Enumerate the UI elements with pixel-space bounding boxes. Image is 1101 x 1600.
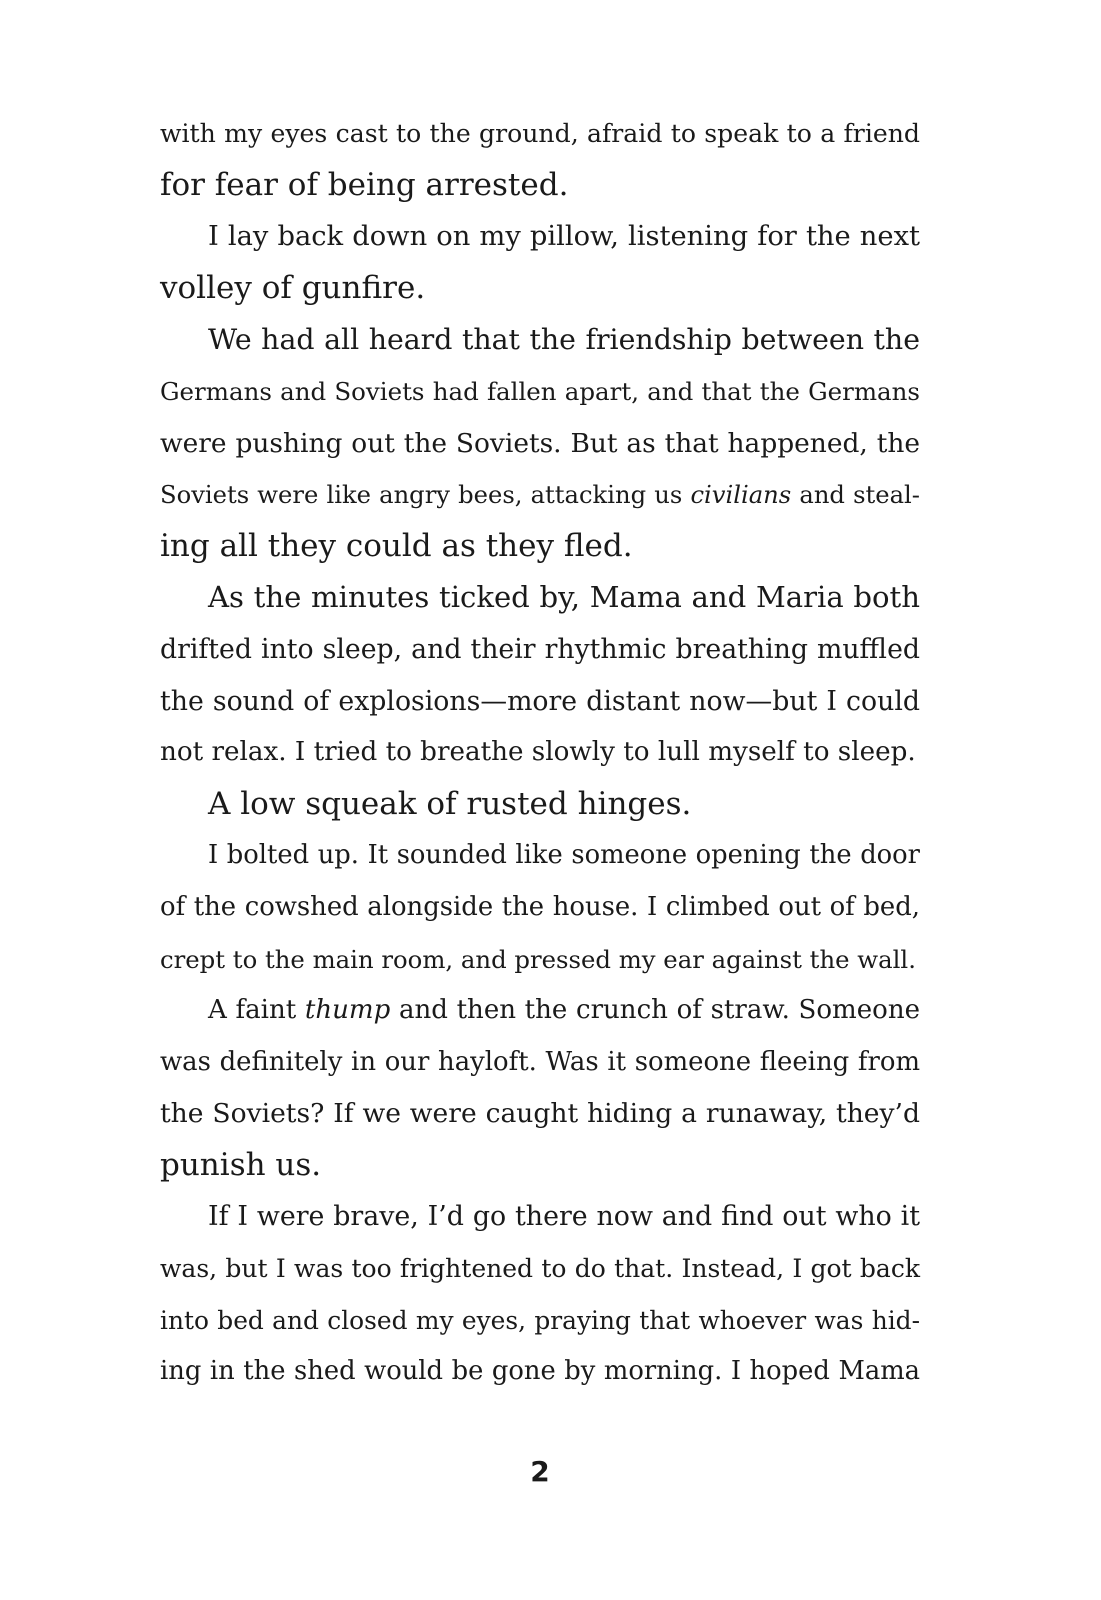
text-line: Germans and Soviets had fallen apart, and that the Germans [160,376,920,406]
text-line [160,469,920,521]
text-line: drifted into sleep, and their rhythmic breathing muffled [160,633,920,665]
text-line: ing in the shed would be gone by morning. I hoped Mama [160,1356,920,1387]
text-line: was, but I was too frightened to do that. Instead, I got back [160,1254,920,1284]
text-line: into bed and closed my eyes, praying that whoever was hid- [160,1305,920,1335]
text-run: A faint [208,995,305,1026]
text-line: I bolted up. It sounded like someone opening the door [208,840,920,871]
text-line [160,985,920,1037]
text-run: and steal- [791,480,920,510]
text-line: for fear of being arrested. [160,166,569,203]
text-run: Soviets were like angry bees, attacking us [160,480,691,510]
text-line: We had all heard that the friendship between the [208,323,920,357]
text-run: and then the crunch of straw. Someone [390,995,920,1026]
italic-word: thump [304,995,391,1026]
text-line: was definitely in our hayloft. Was it someone fleeing from [160,1046,920,1077]
text-line: I lay back down on my pillow, listening for the next [208,221,920,253]
text-line: A low squeak of rusted hinges. [208,785,692,822]
text-line: the sound of explosions—more distant now—but I could [160,685,920,717]
text-line: not relax. I tried to breathe slowly to lull myself to sleep. [160,737,916,768]
text-line: with my eyes cast to the ground, afraid to speak to a friend [160,119,920,148]
page-number: 2 [530,1455,550,1488]
text-line: crept to the main room, and pressed my ear against the wall. [160,944,916,974]
text-line: ing all they could as they fled. [160,527,633,564]
text-line: the Soviets? If we were caught hiding a runaway, they’d [160,1098,920,1130]
text-line: volley of gunfire. [160,269,426,306]
body-text [160,108,920,1398]
text-line: As the minutes ticked by, Mama and Maria both [208,580,920,615]
italic-word: civilians [690,480,792,510]
text-line: of the cowshed alongside the house. I climbed out of bed, [160,891,920,922]
text-line: If I were brave, I’d go there now and find out who it [208,1201,920,1233]
text-line: were pushing out the Soviets. But as that happened, the [160,427,920,459]
text-line: punish us. [160,1146,322,1183]
